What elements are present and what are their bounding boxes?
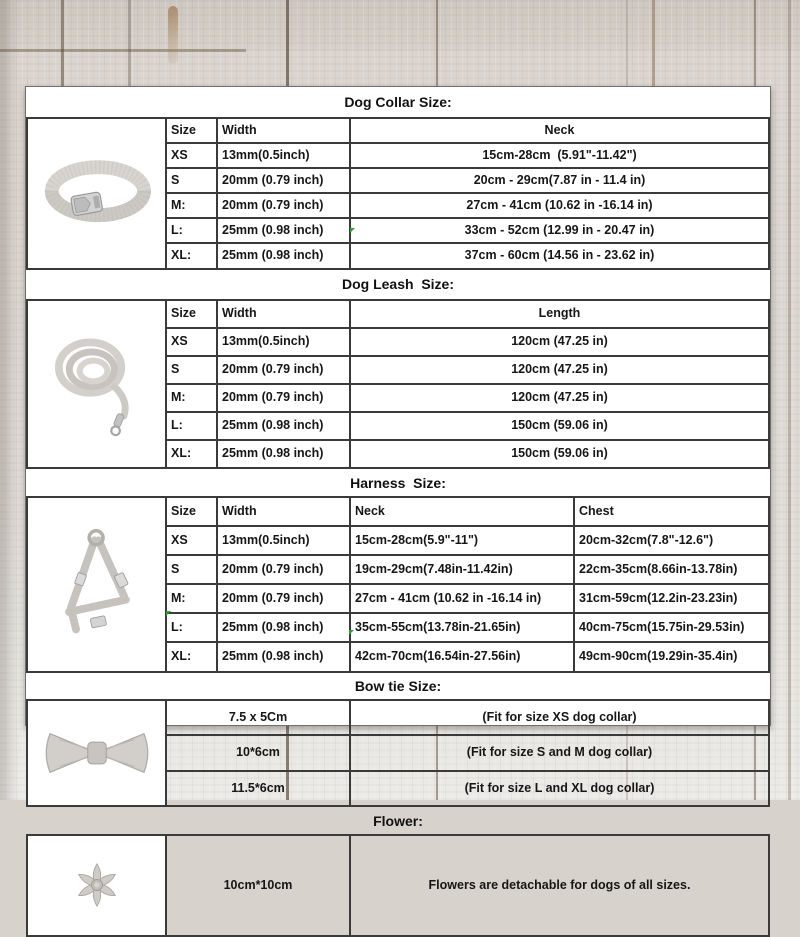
- bow-tie-image: [27, 700, 166, 807]
- table-cell: 7.5 x 5Cm: [166, 700, 350, 736]
- table-cell: 20mm (0.79 inch): [217, 193, 350, 218]
- table-cell: 49cm-90cm(19.29in-35.4in): [574, 642, 769, 671]
- table-cell: 20mm (0.79 inch): [217, 555, 350, 584]
- column-header-size: Size: [166, 118, 217, 143]
- table-cell: 10cm*10cm: [166, 835, 350, 936]
- flower-size-table: [26, 834, 770, 937]
- table-cell: (Fit for size XS dog collar): [350, 700, 769, 736]
- table-cell: (Fit for size L and XL dog collar): [350, 771, 769, 807]
- table-cell: XL:: [166, 440, 217, 468]
- table-cell: XS: [166, 143, 217, 168]
- table-cell: 20mm (0.79 inch): [217, 584, 350, 613]
- dog-collar-size-table: [26, 117, 770, 270]
- flower-image: [74, 862, 120, 908]
- table-row: [27, 835, 769, 936]
- table-cell: Flowers are detachable for dogs of all sizes.: [350, 835, 769, 936]
- table-row: [27, 700, 769, 736]
- table-cell: 150cm (59.06 in): [350, 412, 769, 440]
- table-cell: 13mm(0.5inch): [217, 526, 350, 555]
- table-header-row: [27, 118, 769, 143]
- dog-harness-image: [27, 497, 166, 672]
- dog-leash-image: [45, 327, 149, 441]
- column-header-size: Size: [166, 300, 217, 328]
- column-header-neck: Neck: [350, 497, 574, 526]
- table-cell: 22cm-35cm(8.66in-13.78in): [574, 555, 769, 584]
- wood-edge-shade: [0, 0, 18, 800]
- dog-collar-image: [37, 145, 157, 241]
- table-cell: L:: [166, 412, 217, 440]
- table-cell: M:: [166, 384, 217, 412]
- column-header-neck: Neck: [350, 118, 769, 143]
- harness-size-table: [26, 496, 770, 673]
- table-cell: XL:: [166, 642, 217, 671]
- dog-collar-image: [27, 118, 166, 269]
- table-cell: 20mm (0.79 inch): [217, 356, 350, 384]
- table-header-row: [27, 497, 769, 526]
- table-cell: 13mm(0.5inch): [217, 143, 350, 168]
- table-cell: 27cm - 41cm (10.62 in -16.14 in): [350, 193, 769, 218]
- table-cell: 25mm (0.98 inch): [217, 218, 350, 243]
- table-cell: (Fit for size S and M dog collar): [350, 735, 769, 771]
- wood-horizontal-seam: [0, 49, 246, 52]
- section-title-dog-leash: Dog Leash Size:: [341, 276, 455, 292]
- table-cell: XS: [166, 328, 217, 356]
- column-header-width: Width: [217, 300, 350, 328]
- table-cell: 150cm (59.06 in): [350, 440, 769, 468]
- table-cell: 25mm (0.98 inch): [217, 243, 350, 268]
- table-cell: S: [166, 168, 217, 193]
- table-cell: M:: [166, 584, 217, 613]
- table-cell: 120cm (47.25 in): [350, 356, 769, 384]
- table-cell: 40cm-75cm(15.75in-29.53in): [574, 613, 769, 642]
- table-cell: L:: [166, 613, 217, 642]
- table-cell: 13mm(0.5inch): [217, 328, 350, 356]
- comment-marker-icon: [349, 630, 354, 635]
- table-cell: 15cm-28cm(5.9"-11"): [350, 526, 574, 555]
- column-header-length: Length: [350, 300, 769, 328]
- table-cell: L:: [166, 218, 217, 243]
- table-cell: 20cm - 29cm(7.87 in - 11.4 in): [350, 168, 769, 193]
- table-cell: 20cm-32cm(7.8"-12.6"): [574, 526, 769, 555]
- table-cell: 19cm-29cm(7.48in-11.42in): [350, 555, 574, 584]
- size-chart-panel: [25, 86, 771, 892]
- dog-leash-image: [27, 300, 166, 469]
- table-cell: S: [166, 555, 217, 584]
- dog-harness-image: [49, 524, 145, 644]
- section-title-flower: Flower:: [373, 812, 423, 829]
- table-cell: 42cm-70cm(16.54in-27.56in): [350, 642, 574, 671]
- table-cell: 25mm (0.98 inch): [217, 412, 350, 440]
- wood-crack-streak: [788, 0, 791, 800]
- table-cell: 20mm (0.79 inch): [217, 384, 350, 412]
- table-cell: M:: [166, 193, 217, 218]
- table-header-row: [27, 300, 769, 328]
- table-cell: 25mm (0.98 inch): [217, 440, 350, 468]
- bow-tie-image: [34, 727, 160, 779]
- table-cell: XS: [166, 526, 217, 555]
- table-cell: 15cm-28cm (5.91"-11.42"): [350, 143, 769, 168]
- column-header-width: Width: [217, 497, 350, 526]
- table-cell: 33cm - 52cm (12.99 in - 20.47 in): [350, 218, 769, 243]
- table-cell: 120cm (47.25 in): [350, 328, 769, 356]
- wood-knot: [168, 6, 178, 64]
- table-cell: 27cm - 41cm (10.62 in -16.14 in): [350, 584, 574, 613]
- bow-tie-size-table: [26, 699, 770, 808]
- table-cell: 10*6cm: [166, 735, 350, 771]
- column-header-chest: Chest: [574, 497, 769, 526]
- dog-leash-size-table: [26, 299, 770, 470]
- comment-marker-icon: [166, 611, 171, 616]
- flower-image: [27, 835, 166, 936]
- section-title-dog-collar: Dog Collar Size:: [344, 94, 452, 110]
- table-cell: 35cm-55cm(13.78in-21.65in): [350, 613, 574, 642]
- table-cell: S: [166, 356, 217, 384]
- table-cell: 20mm (0.79 inch): [217, 168, 350, 193]
- section-title-bow-tie: Bow tie Size:: [354, 677, 442, 694]
- comment-marker-icon: [350, 228, 355, 233]
- column-header-size: Size: [166, 497, 217, 526]
- table-cell: 31cm-59cm(12.2in-23.23in): [574, 584, 769, 613]
- table-cell: 25mm (0.98 inch): [217, 613, 350, 642]
- wood-crack-streak: [652, 0, 655, 92]
- table-cell: 37cm - 60cm (14.56 in - 23.62 in): [350, 243, 769, 268]
- table-cell: 120cm (47.25 in): [350, 384, 769, 412]
- column-header-width: Width: [217, 118, 350, 143]
- table-cell: 25mm (0.98 inch): [217, 642, 350, 671]
- table-cell: XL:: [166, 243, 217, 268]
- section-title-harness: Harness Size:: [350, 474, 446, 491]
- table-cell: 11.5*6cm: [166, 771, 350, 807]
